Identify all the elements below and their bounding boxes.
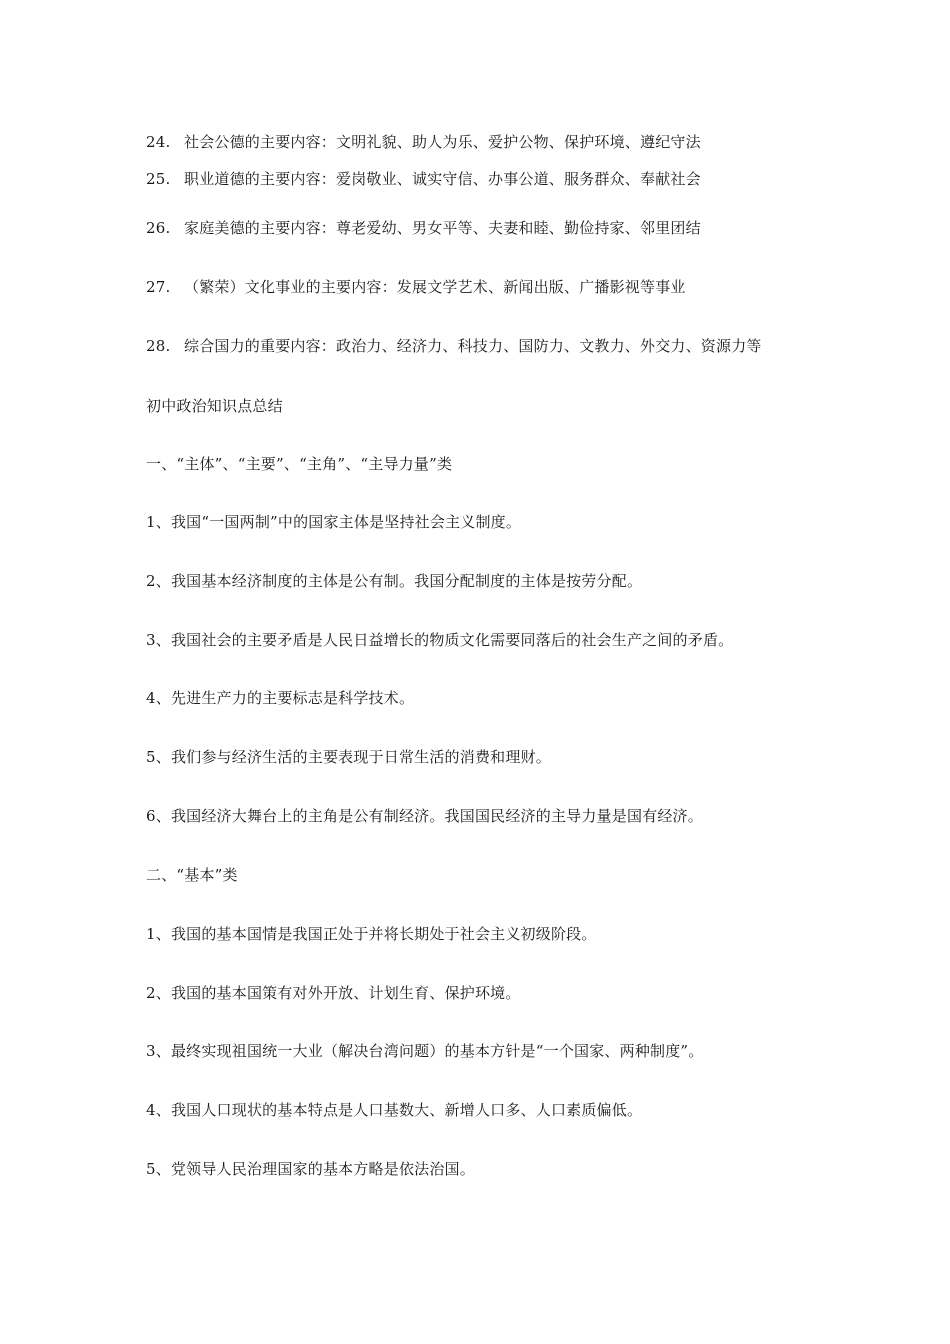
item-text: 家庭美德的主要内容：尊老爱幼、男女平等、夫妻和睦、勤俭持家、邻里团结 bbox=[184, 219, 701, 237]
item-number: 28. bbox=[146, 337, 171, 355]
section-heading-1: 一、“主体”、“主要”、“主角”、“主导力量”类 bbox=[146, 455, 453, 473]
item-text: 职业道德的主要内容：爱岗敬业、诚实守信、办事公道、服务群众、奉献社会 bbox=[184, 170, 701, 188]
section1-item: 6、我国经济大舞台上的主角是公有制经济。我国国民经济的主导力量是国有经济。 bbox=[146, 807, 703, 825]
section2-item: 2、我国的基本国策有对外开放、计划生育、保护环境。 bbox=[146, 984, 521, 1002]
numbered-item-27 bbox=[146, 277, 686, 297]
section2-item: 4、我国人口现状的基本特点是人口基数大、新增人口多、人口素质偏低。 bbox=[146, 1101, 643, 1119]
item-number: 26. bbox=[146, 219, 171, 237]
item-text: 社会公德的主要内容：文明礼貌、助人为乐、爱护公物、保护环境、遵纪守法 bbox=[184, 133, 701, 151]
document-title: 初中政治知识点总结 bbox=[146, 397, 283, 415]
numbered-item-28 bbox=[146, 336, 762, 356]
section2-item: 3、最终实现祖国统一大业（解决台湾问题）的基本方针是“一个国家、两种制度”。 bbox=[146, 1042, 704, 1060]
numbered-item-24 bbox=[146, 132, 701, 152]
item-number: 27. bbox=[146, 278, 171, 296]
section-heading-2: 二、“基本”类 bbox=[146, 866, 238, 884]
item-text: 综合国力的重要内容：政治力、经济力、科技力、国防力、文教力、外交力、资源力等 bbox=[184, 337, 762, 355]
numbered-item-25 bbox=[146, 169, 701, 189]
section1-item: 1、我国“一国两制”中的国家主体是坚持社会主义制度。 bbox=[146, 513, 522, 531]
item-number: 25. bbox=[146, 170, 171, 188]
section1-item: 5、我们参与经济生活的主要表现于日常生活的消费和理财。 bbox=[146, 748, 551, 766]
item-text: （繁荣）文化事业的主要内容：发展文学艺术、新闻出版、广播影视等事业 bbox=[184, 278, 686, 296]
section1-item: 4、先进生产力的主要标志是科学技术。 bbox=[146, 689, 415, 707]
section1-item: 3、我国社会的主要矛盾是人民日益增长的物质文化需要同落后的社会生产之间的矛盾。 bbox=[146, 631, 734, 649]
item-number: 24. bbox=[146, 133, 171, 151]
section2-item: 1、我国的基本国情是我国正处于并将长期处于社会主义初级阶段。 bbox=[146, 925, 597, 943]
section2-item: 5、党领导人民治理国家的基本方略是依法治国。 bbox=[146, 1160, 475, 1178]
section1-item: 2、我国基本经济制度的主体是公有制。我国分配制度的主体是按劳分配。 bbox=[146, 572, 643, 590]
numbered-item-26 bbox=[146, 218, 701, 238]
